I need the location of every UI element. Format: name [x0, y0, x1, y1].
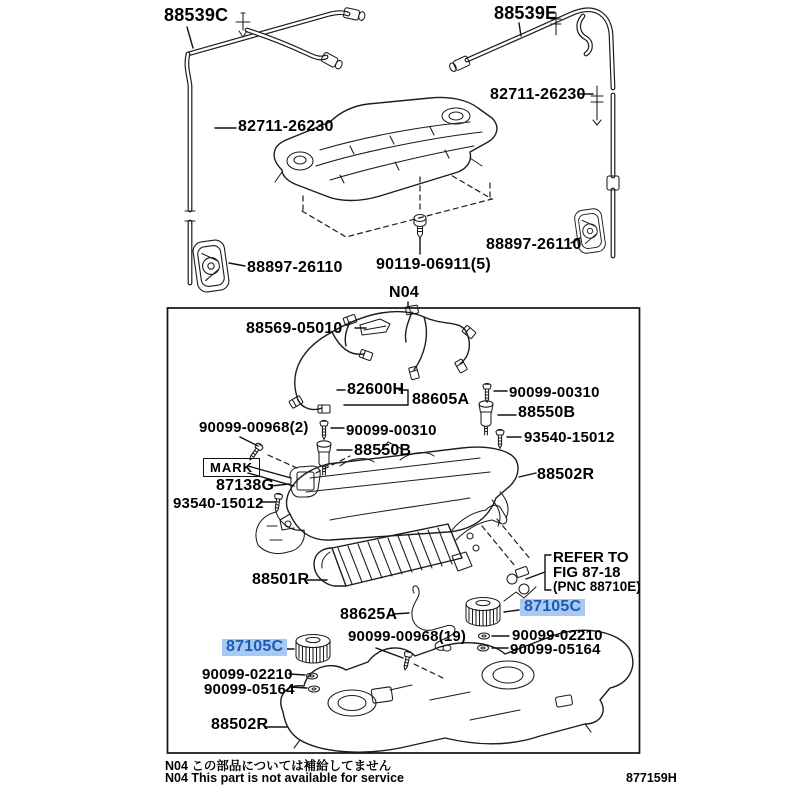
refer-line-1: REFER TO: [553, 549, 629, 566]
part-label-82711-26230-left[interactable]: 82711-26230: [238, 118, 334, 135]
part-label-90099-00310-left[interactable]: 90099-00310: [346, 422, 437, 439]
part-label-88897-26110-right[interactable]: 88897-26110: [486, 236, 582, 253]
screw-90099-00310-right-drawing: [483, 383, 491, 402]
part-label-88550B-left[interactable]: 88550B: [354, 442, 412, 459]
part-label-88502R-right[interactable]: 88502R: [537, 466, 595, 483]
part-label-82711-26230-right[interactable]: 82711-26230: [490, 86, 586, 103]
part-label-88501R[interactable]: 88501R: [252, 571, 310, 588]
part-label-90099-00968-19[interactable]: 90099-00968(19): [348, 628, 467, 645]
part-label-88625A[interactable]: 88625A: [340, 606, 398, 623]
part-label-88539E[interactable]: 88539E: [494, 3, 558, 23]
part-label-93540-15012-right[interactable]: 93540-15012: [524, 429, 615, 446]
figure-code: 877159H: [626, 771, 677, 785]
part-label-93540-15012-left[interactable]: 93540-15012: [173, 495, 264, 512]
part-label-87105C-left-highlighted[interactable]: 87105C: [222, 639, 287, 656]
part-label-88897-26110-left[interactable]: 88897-26110: [247, 259, 343, 276]
grommet-left-drawing: [192, 239, 230, 293]
part-label-90099-05164-right[interactable]: 90099-05164: [510, 641, 601, 658]
screw-93540-left-drawing: [272, 493, 283, 513]
part-label-90099-00968-2[interactable]: 90099-00968(2): [199, 419, 309, 436]
part-label-88539C[interactable]: 88539C: [164, 5, 229, 25]
screw-90099-00968-19-drawing: [401, 651, 413, 671]
part-label-90099-02210-right[interactable]: 90099-02210: [512, 627, 603, 644]
refer-note: [553, 550, 641, 594]
part-label-90099-00310-right[interactable]: 90099-00310: [509, 384, 600, 401]
mark-annotation: MARK: [203, 458, 260, 477]
part-label-88569-05010[interactable]: 88569-05010: [246, 320, 343, 337]
washer-05164-left-drawing: [309, 686, 320, 692]
part-label-88502R-left[interactable]: 88502R: [211, 716, 269, 733]
part-label-90119-06911[interactable]: 90119-06911(5): [376, 256, 491, 273]
part-label-82600H[interactable]: 82600H: [347, 381, 405, 398]
part-label-87138G[interactable]: 87138G: [216, 477, 275, 494]
blower-motor-right-drawing: [466, 598, 500, 627]
refer-line-2: FIG 87-18: [553, 564, 621, 581]
part-label-88605A[interactable]: 88605A: [412, 391, 470, 408]
footnote-english: N04 This part is not available for service: [165, 771, 404, 785]
screw-93540-right-drawing: [496, 429, 504, 448]
part-label-90099-02210-left[interactable]: 90099-02210: [202, 666, 293, 683]
bolt-90119-drawing: [414, 177, 426, 238]
washer-02210-right-drawing: [479, 633, 490, 639]
mark-plate-87138G-drawing: [290, 466, 320, 497]
blower-motor-left-drawing: [296, 635, 330, 664]
sensor-88550B-right-drawing: [479, 401, 493, 435]
screw-90099-00310-left-drawing: [320, 420, 328, 439]
footnote-japanese: N04 この部品については補給してません: [165, 759, 392, 773]
refer-line-3: (PNC 88710E): [553, 579, 641, 594]
washer-05164-right-drawing: [478, 645, 489, 651]
part-label-87105C-right-highlighted[interactable]: 87105C: [520, 599, 585, 616]
part-label-88550B-right[interactable]: 88550B: [518, 404, 576, 421]
n04-group-label: N04: [389, 284, 419, 301]
part-label-90099-05164-left[interactable]: 90099-05164: [204, 681, 295, 698]
heater-valve-drawing: [482, 519, 536, 601]
